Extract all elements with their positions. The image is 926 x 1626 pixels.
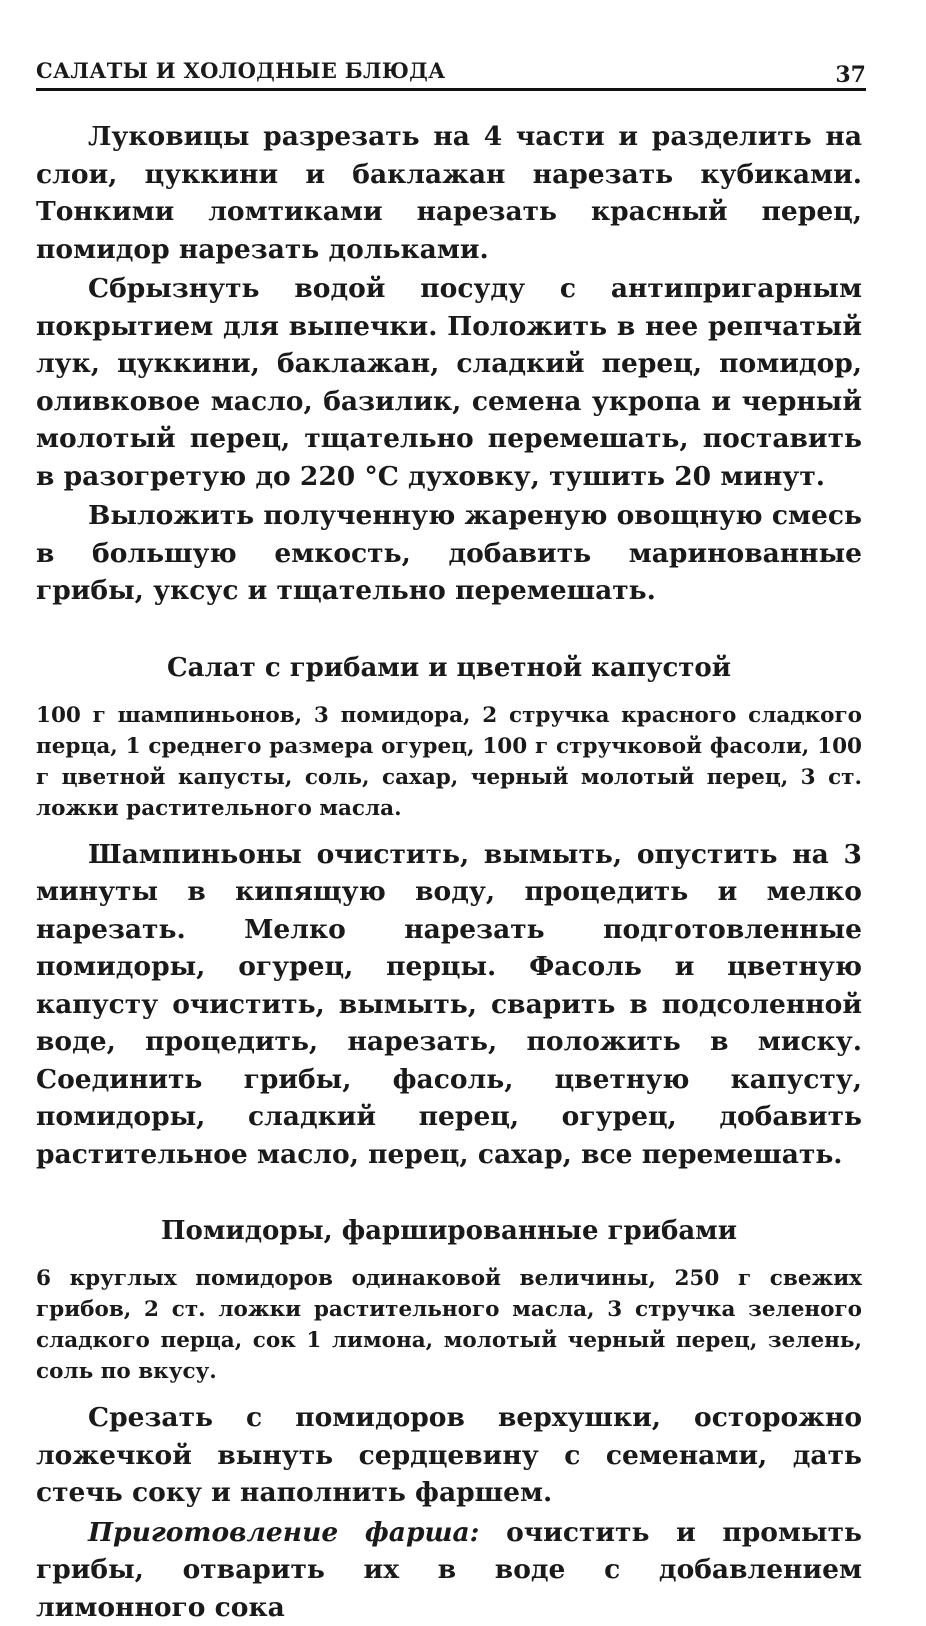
stuffing-prep-label: Приготовление фарша: [88, 1517, 479, 1548]
intro-paragraph-3: Выложить полученную жареную овощную смесь в большую емкость, добавить маринованные грибы, уксус и тщательно перемешать. [36, 497, 862, 610]
recipe-2-instructions: Срезать с помидоров верхушки, осторожно ложечкой вынуть сердцевину с семенами, дать стечь соку и наполнить фаршем. [36, 1399, 862, 1512]
recipe-2-ingredients: 6 круглых помидоров одинаковой величины, 250 г свежих грибов, 2 ст. ложки растительного масла, 3 стручка зеленого сладкого перца, сок 1 лимона, молотый черный перец, зелень, соль по вкусу. [36, 1263, 862, 1387]
page-number: 37 [835, 62, 866, 88]
recipe-2-title: Помидоры, фаршированные грибами [36, 1211, 862, 1251]
recipe-2-stuffing-prep [36, 1514, 862, 1626]
stuffing-prep-text: очистить и промыть грибы, отварить их в воде с добавлением лимонного сока [36, 1517, 862, 1623]
recipe-1-instructions: Шампиньоны очистить, вымыть, опустить на 3 минуты в кипящую воду, процедить и мелко нарезать. Мелко нарезать подготовленные помидоры, огурец, перцы. Фасоль и цветную капусту очистить, вымыть, сварить в подсоленной воде, процедить, нарезать, положить в миску. Соединить грибы, фасоль, цветную капусту, помидоры, сладкий перец, огурец, добавить растительное масло, перец, сахар, все перемешать. [36, 836, 862, 1174]
running-title: САЛАТЫ И ХОЛОДНЫЕ БЛЮДА [36, 58, 446, 83]
recipe-1-ingredients: 100 г шампиньонов, 3 помидора, 2 стручка красного сладкого перца, 1 среднего размера огурец, 100 г стручковой фасоли, 100 г цветной капусты, соль, сахар, черный молотый перец, 3 ст. ложки растительного масла. [36, 700, 862, 824]
page-content [36, 118, 862, 1626]
intro-paragraph-1: Луковицы разрезать на 4 части и разделить на слои, цуккини и баклажан нарезать кубиками. Тонкими ломтиками нарезать красный перец, помидор нарезать дольками. [36, 118, 862, 268]
page-header [36, 52, 866, 91]
recipe-1-title: Салат с грибами и цветной капустой [36, 648, 862, 688]
intro-paragraph-2: Сбрызнуть водой посуду с антипригарным покрытием для выпечки. Положить в нее репчатый лук, цуккини, баклажан, сладкий перец, помидор, оливковое масло, базилик, семена укропа и черный молотый перец, тщательно перемешать, поставить в разогретую до 220 °С духовку, тушить 20 минут. [36, 270, 862, 495]
